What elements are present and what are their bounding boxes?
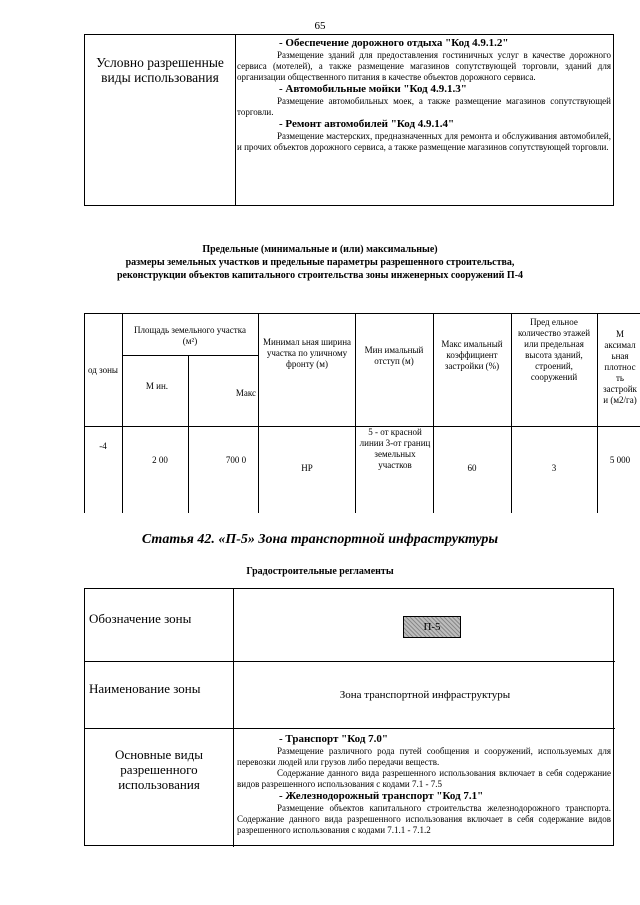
limits-heading-line-3: реконструкции объектов капитального строительства зоны инженерных сооружений П-4 [116, 270, 524, 281]
use-heading: - Обеспечение дорожного отдыха "Код 4.9.1.2" [279, 37, 509, 49]
row-min-area: 2 00 [152, 455, 168, 465]
header-max-coef: Макс имальный коэффициент застройки (%) [441, 339, 503, 371]
page-number: 65 [314, 20, 326, 32]
use-description: Размещение автомобильных моек, а также размещение магазинов сопутствующей торговли. [237, 96, 611, 117]
use-heading: - Ремонт автомобилей "Код 4.9.1.4" [279, 118, 455, 130]
zone-name: Зона транспортной инфраструктуры [339, 689, 511, 701]
header-min-width: Минимал ьная ширина участка по уличному фронту (м) [262, 337, 352, 369]
limits-heading-line-2: размеры земельных участков и предельные параметры разрешенного строительства, [125, 257, 515, 268]
name-label: Наименование зоны [89, 681, 201, 696]
regulations-title: Градостроительные регламенты [246, 566, 394, 577]
article-title: Статья 42. «П-5» Зона транспортной инфраструктуры [141, 532, 499, 547]
basic-uses-label: Основные виды разрешенного использования [115, 747, 203, 792]
zone-table [84, 588, 614, 846]
use-heading: - Транспорт "Код 7.0" [279, 733, 389, 745]
use-heading: - Железнодорожный транспорт "Код 7.1" [279, 790, 484, 802]
use-description: Содержание данного вида разрешенного использования включает в себя содержание видов разрешенного использования с кодами 7.1 - 7.5 [237, 768, 611, 789]
conditional-uses-label: Условно разрешенные виды использования [96, 55, 224, 85]
use-description: Размещение различного рода путей сообщения и сооружений, используемых для перевозки людей или грузов либо передачи веществ. [237, 746, 611, 767]
header-zone-code: од зоны [88, 365, 118, 375]
header-min-offset: Мин имальный отступ (м) [364, 345, 424, 366]
permitted-uses-table [84, 34, 614, 206]
use-description: Размещение зданий для предоставления гостиничных услуг в качестве дорожного сервиса (мотелей), а также размещение магазинов сопутствующей торговли, зданий для организации общественного питания в качестве объектов дорожного сервиса. [237, 50, 611, 82]
header-area-max: Макс [235, 388, 256, 398]
row-max-coef: 60 [467, 463, 477, 473]
designation-label: Обозначение зоны [89, 611, 192, 626]
header-area: Площадь земельного участка (м²) [134, 325, 246, 346]
use-description: Размещение мастерских, предназначенных для ремонта и обслуживания автомобилей, и прочих объектов дорожного сервиса, а также размещение магазинов сопутствующей торговли. [237, 131, 611, 152]
header-area-min: М ин. [145, 381, 169, 391]
row-zone-code: -4 [99, 441, 107, 451]
use-description: Размещение объектов капитального строительства железнодорожного транспорта. Содержание данного вида разрешенного использования включает в себя содержание видов разрешенного использования с кодами 7.1.1 - 7.1.2 [237, 803, 611, 835]
row-min-width: НР [301, 463, 313, 473]
row-density: 5 000 [609, 455, 631, 465]
row-max-area: 700 0 [225, 455, 247, 465]
basic-uses-list [237, 733, 611, 836]
zone-code-badge: П-5 [403, 616, 461, 638]
conditional-uses-list [237, 37, 611, 153]
parameters-table [84, 313, 640, 513]
use-heading: - Автомобильные мойки "Код 4.9.1.3" [279, 83, 467, 95]
header-density: М аксимал ьная плотнос ть застройк и (м2/га) [603, 329, 637, 405]
row-floors: 3 [551, 463, 557, 473]
header-floors: Пред ельное количество этажей или предельная высота зданий, строений, сооружений [517, 317, 591, 382]
limits-heading-line-1: Предельные (минимальные и (или) максимальные) [202, 244, 438, 255]
row-min-offset: 5 - от красной линии 3-от границ земельных участков [359, 427, 431, 470]
